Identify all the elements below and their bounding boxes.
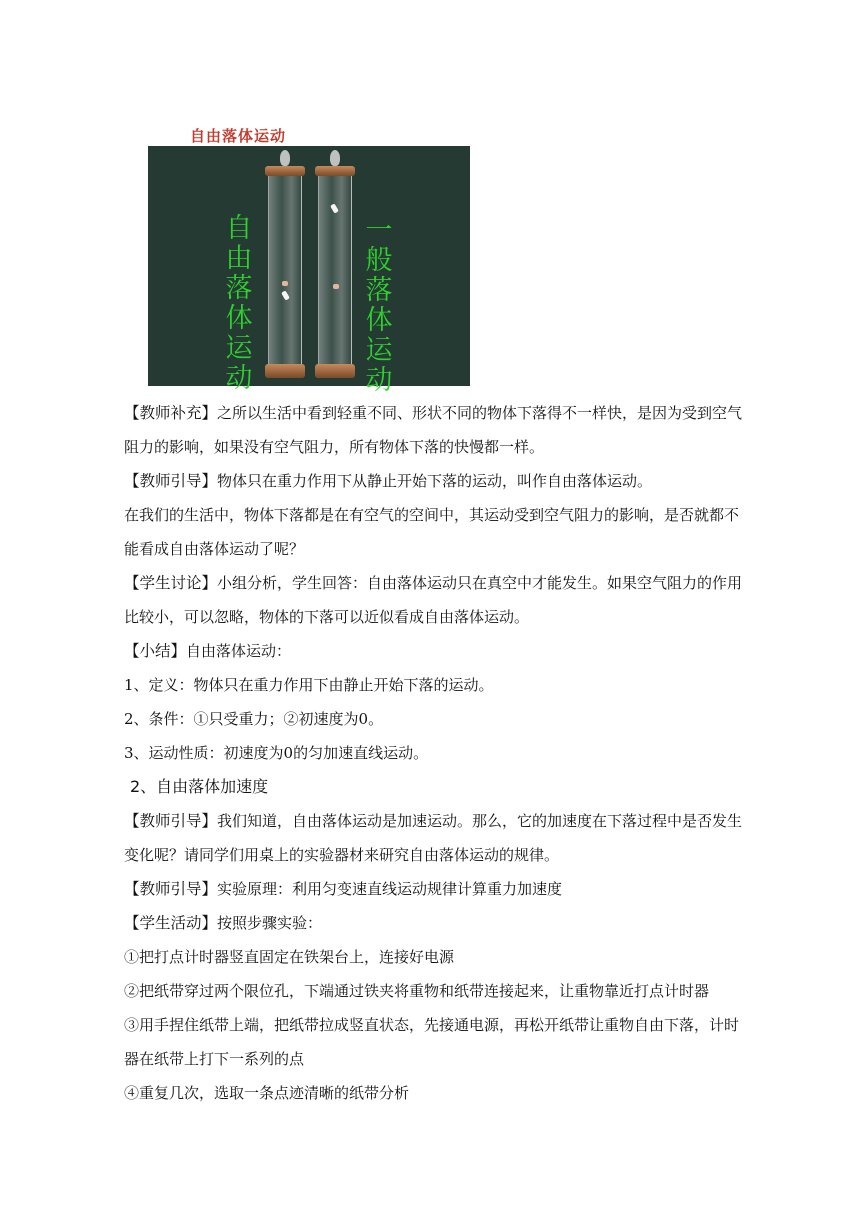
paragraph-text: 按照步骤实验： [217,914,323,932]
feather-object [281,290,290,300]
paragraph-text: 物体只在重力作用下从静止开始下落的运动，叫作自由落体运动。 [217,472,653,490]
paragraph [124,396,752,464]
free-fall-figure [148,121,470,396]
tube-cap-bottom [265,364,305,378]
paragraph-text: 2、自由落体加速度 [130,777,269,796]
paragraph-text: 在我们的生活中，物体下落都是在有空气的空间中，其运动受到空气阻力的影响，是否就都不能看成自由落体运动了呢？ [124,506,740,558]
paragraph-tag: 【教师引导】 [124,472,218,490]
tube-valve [280,150,290,166]
paragraph [124,872,752,906]
paragraph [124,498,752,566]
paragraph [124,736,752,770]
paragraph-tag: 【教师引导】 [124,812,218,830]
paragraph-text: ①把打点计时器竖直固定在铁架台上，连接好电源 [124,948,455,966]
paragraph-text: ③用手捏住纸带上端，把纸带拉成竖直状态，先接通电源，再松开纸带让重物自由下落，计时器在纸带上打下一系列的点 [124,1016,740,1068]
paragraph [124,940,752,974]
coin-object [333,284,339,289]
figure-left-label: 自由落体运动 [225,213,253,394]
paragraph-text: 之所以生活中看到轻重不同、形状不同的物体下落得不一样快，是因为受到空气阻力的影响，如果没有空气阻力，所有物体下落的快慢都一样。 [124,404,743,456]
paragraph [124,634,752,668]
paragraph-tag: 【学生讨论】 [124,574,218,592]
paragraph-text: 1、定义：物体只在重力作用下由静止开始下落的运动。 [124,676,494,694]
paragraph-tag: 【教师引导】 [124,880,218,898]
tube-cap-top [265,166,305,176]
vacuum-tube [268,176,302,366]
paragraph [124,464,752,498]
paragraph-text: 我们知道，自由落体运动是加速运动。那么，它的加速度在下落过程中是否发生变化呢？请同学们用桌上的实验器材来研究自由落体运动的规律。 [124,812,743,864]
section-heading [130,770,758,804]
paragraph [124,566,752,634]
paragraph-tag: 【教师补充】 [124,404,218,422]
paragraph [124,668,752,702]
paragraph-text: 2、条件：①只受重力；②初速度为0。 [124,710,384,728]
paragraph-tag: 【小结】 [124,642,187,660]
air-tube [318,176,352,366]
feather-object [330,203,339,213]
paragraph [124,702,752,736]
tube-cap-top [315,166,355,176]
paragraph-text: 实验原理：利用匀变速直线运动规律计算重力加速度 [217,880,563,898]
tube-experiment-image [148,146,470,396]
paragraph [124,974,752,1008]
paragraph [124,1076,752,1110]
paragraph-text: ④重复几次，选取一条点迹清晰的纸带分析 [124,1084,410,1102]
coin-object [282,281,288,286]
paragraph-text: 3、运动性质：初速度为0的匀加速直线运动。 [124,744,429,762]
figure-right-label: 一般落体运动 [365,215,393,396]
paragraph-text: 小组分析，学生回答：自由落体运动只在真空中才能发生。如果空气阻力的作用比较小，可以忽略，物体的下落可以近似看成自由落体运动。 [124,574,743,626]
paragraph-text: 自由落体运动： [186,642,292,660]
tube-valve [330,150,340,166]
figure-title: 自由落体运动 [190,127,287,145]
paragraph-tag: 【学生活动】 [124,914,218,932]
paragraph [124,804,752,872]
paragraph-text: ②把纸带穿过两个限位孔，下端通过铁夹将重物和纸带连接起来，让重物靠近打点计时器 [124,982,710,1000]
tube-cap-bottom [315,364,355,378]
paragraph [124,1008,752,1076]
paragraph [124,906,752,940]
